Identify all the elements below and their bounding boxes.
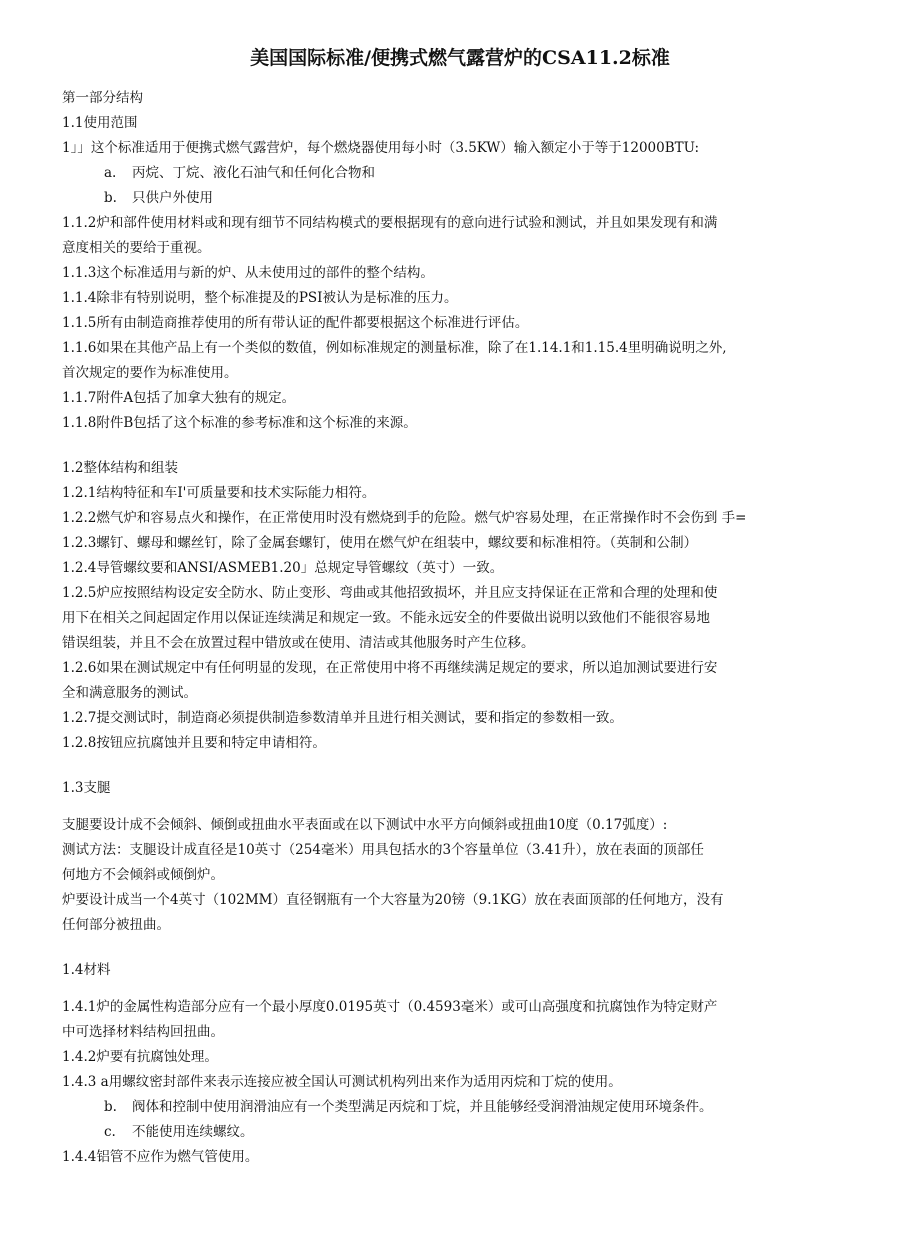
section-spacer bbox=[62, 436, 862, 456]
paragraph: 1.1.5所有由制造商推荐使用的所有带认证的配件都要根据这个标准进行评估。 bbox=[62, 315, 529, 331]
document-body bbox=[62, 86, 862, 1170]
list-item-text: 不能使用连续螺纹。 bbox=[132, 1124, 254, 1140]
paragraph: 1.2.6如果在测试规定中有任何明显的发现，在正常使用中将不再继续满足规定的要求，所以追加测试要进行安 bbox=[62, 660, 718, 676]
list-marker: b. bbox=[104, 1099, 117, 1115]
paragraph: 1.4.1炉的金属性构造部分应有一个最小厚度0.0195英寸（0.4593毫米）或可山高强度和抗腐蚀作为特定财产 bbox=[62, 999, 718, 1015]
part-heading: 第一部分结构 bbox=[62, 90, 143, 106]
list-item bbox=[62, 1095, 862, 1120]
paragraph: 1.2.1结构特征和车I'可质量要和技术实际能力相符。 bbox=[62, 485, 376, 501]
paragraph: 1.4.4铝管不应作为燃气管使用。 bbox=[62, 1149, 259, 1165]
paragraph: 支腿要设计成不会倾斜、倾倒或扭曲水平表面或在以下测试中水平方向倾斜或扭曲10度（0.17弧度）: bbox=[62, 817, 668, 833]
paragraph: 1.2.8按钮应抗腐蚀并且要和特定申请相符。 bbox=[62, 735, 326, 751]
paragraph: 1.1.2炉和部件使用材料或和现有细节不同结构模式的要根据现有的意向进行试验和测试，并且如果发现有和满 bbox=[62, 215, 718, 231]
document-title: 美国国际标准/便携式燃气露营炉的CSA11.2标准 bbox=[250, 47, 670, 69]
paragraph: 1.2.2燃气炉和容易点火和操作，在正常使用时没有燃烧到手的危险。燃气炉容易处理，在正常操作时不会伤到 手= bbox=[62, 510, 747, 526]
paragraph: 1.2.4导管螺纹要和ANSI/ASMEB1.20」总规定导管螺纹（英寸）一致。 bbox=[62, 560, 504, 576]
paragraph: 1」」这个标准适用于便携式燃气露营炉，每个燃烧器使用每小时（3.5KW）输入额定小于等于12000BTU: bbox=[62, 140, 700, 156]
paragraph: 1.1.8附件B包括了这个标准的参考标准和这个标准的来源。 bbox=[62, 415, 417, 431]
paragraph: 1.1.7附件A包括了加拿大独有的规定。 bbox=[62, 390, 296, 406]
paragraph: 1.1.3这个标准适用与新的炉、从未使用过的部件的整个结构。 bbox=[62, 265, 434, 281]
section-heading: 1.3支腿 bbox=[62, 780, 111, 796]
section-1-3 bbox=[62, 776, 862, 938]
list-item-text: 丙烷、丁烷、液化石油气和任何化合物和 bbox=[132, 165, 375, 181]
section-spacer bbox=[62, 756, 862, 776]
paragraph-continued: 用下在相关之间起固定作用以保证连续满足和规定一致。不能永远安全的件要做出说明以致他们不能很容易地 bbox=[62, 610, 710, 626]
paragraph: 1.2.7提交测试时，制造商必须提供制造参数清单并且进行相关测试，要和指定的参数相一致。 bbox=[62, 710, 623, 726]
paragraph: 测试方法：支腿设计成直径是10英寸（254毫米）用具包括水的3个容量单位（3.41升），放在表面的顶部任 bbox=[62, 842, 704, 858]
heading-spacer bbox=[62, 983, 862, 995]
paragraph-continued: 全和满意服务的测试。 bbox=[62, 685, 197, 701]
list-item bbox=[62, 186, 862, 211]
section-heading: 1.2整体结构和组装 bbox=[62, 460, 178, 476]
paragraph-continued: 首次规定的要作为标准使用。 bbox=[62, 365, 238, 381]
paragraph-continued: 中可选择材料结构回扭曲。 bbox=[62, 1024, 224, 1040]
paragraph: 1.4.2炉要有抗腐蚀处理。 bbox=[62, 1049, 218, 1065]
section-heading: 1.1使用范围 bbox=[62, 115, 138, 131]
section-1-4 bbox=[62, 958, 862, 1170]
paragraph-continued: 意度相关的要给于重视。 bbox=[62, 240, 211, 256]
paragraph: 炉要设计成当一个4英寸（102MM）直径钢瓶有一个大容量为20镑（9.1KG）放在表面顶部的任何地方，没有 bbox=[62, 892, 724, 908]
section-heading: 1.4材料 bbox=[62, 962, 111, 978]
paragraph: 1.4.3 a用螺纹密封部件来表示连接应被全国认可测试机构列出来作为适用丙烷和丁烷的使用。 bbox=[62, 1074, 622, 1090]
list-item bbox=[62, 161, 862, 186]
paragraph-continued: 何地方不会倾斜或倾倒炉。 bbox=[62, 867, 224, 883]
list-marker: b. bbox=[104, 190, 117, 206]
list-item-text: 只供户外使用 bbox=[132, 190, 213, 206]
paragraph: 1.1.4除非有特别说明，整个标准提及的PSI被认为是标准的压力。 bbox=[62, 290, 458, 306]
paragraph: 1.2.3螺钉、螺母和螺丝钉，除了金属套螺钉，使用在燃气炉在组装中，螺纹要和标准相符。（英制和公制） bbox=[62, 535, 698, 551]
paragraph: 1.2.5炉应按照结构设定安全防水、防止变形、弯曲或其他招致损坏，并且应支持保证在正常和合理的处理和使 bbox=[62, 585, 718, 601]
paragraph-continued: 错误组装，并且不会在放置过程中错放或在使用、清洁或其他服务时产生位移。 bbox=[62, 635, 535, 651]
heading-spacer bbox=[62, 801, 862, 813]
list-item bbox=[62, 1120, 862, 1145]
list-marker: a. bbox=[104, 165, 117, 181]
section-spacer bbox=[62, 938, 862, 958]
list-marker: c. bbox=[104, 1124, 116, 1140]
section-1-2 bbox=[62, 456, 862, 756]
section-1-1 bbox=[62, 111, 862, 436]
paragraph-continued: 任何部分被扭曲。 bbox=[62, 917, 170, 933]
list-item-text: 阀体和控制中使用润滑油应有一个类型满足丙烷和丁烷，并且能够经受润滑油规定使用环境条件。 bbox=[132, 1099, 713, 1115]
paragraph: 1.1.6如果在其他产品上有一个类似的数值，例如标准规定的测量标准，除了在1.14.1和1.15.4里明确说明之外, bbox=[62, 340, 727, 356]
